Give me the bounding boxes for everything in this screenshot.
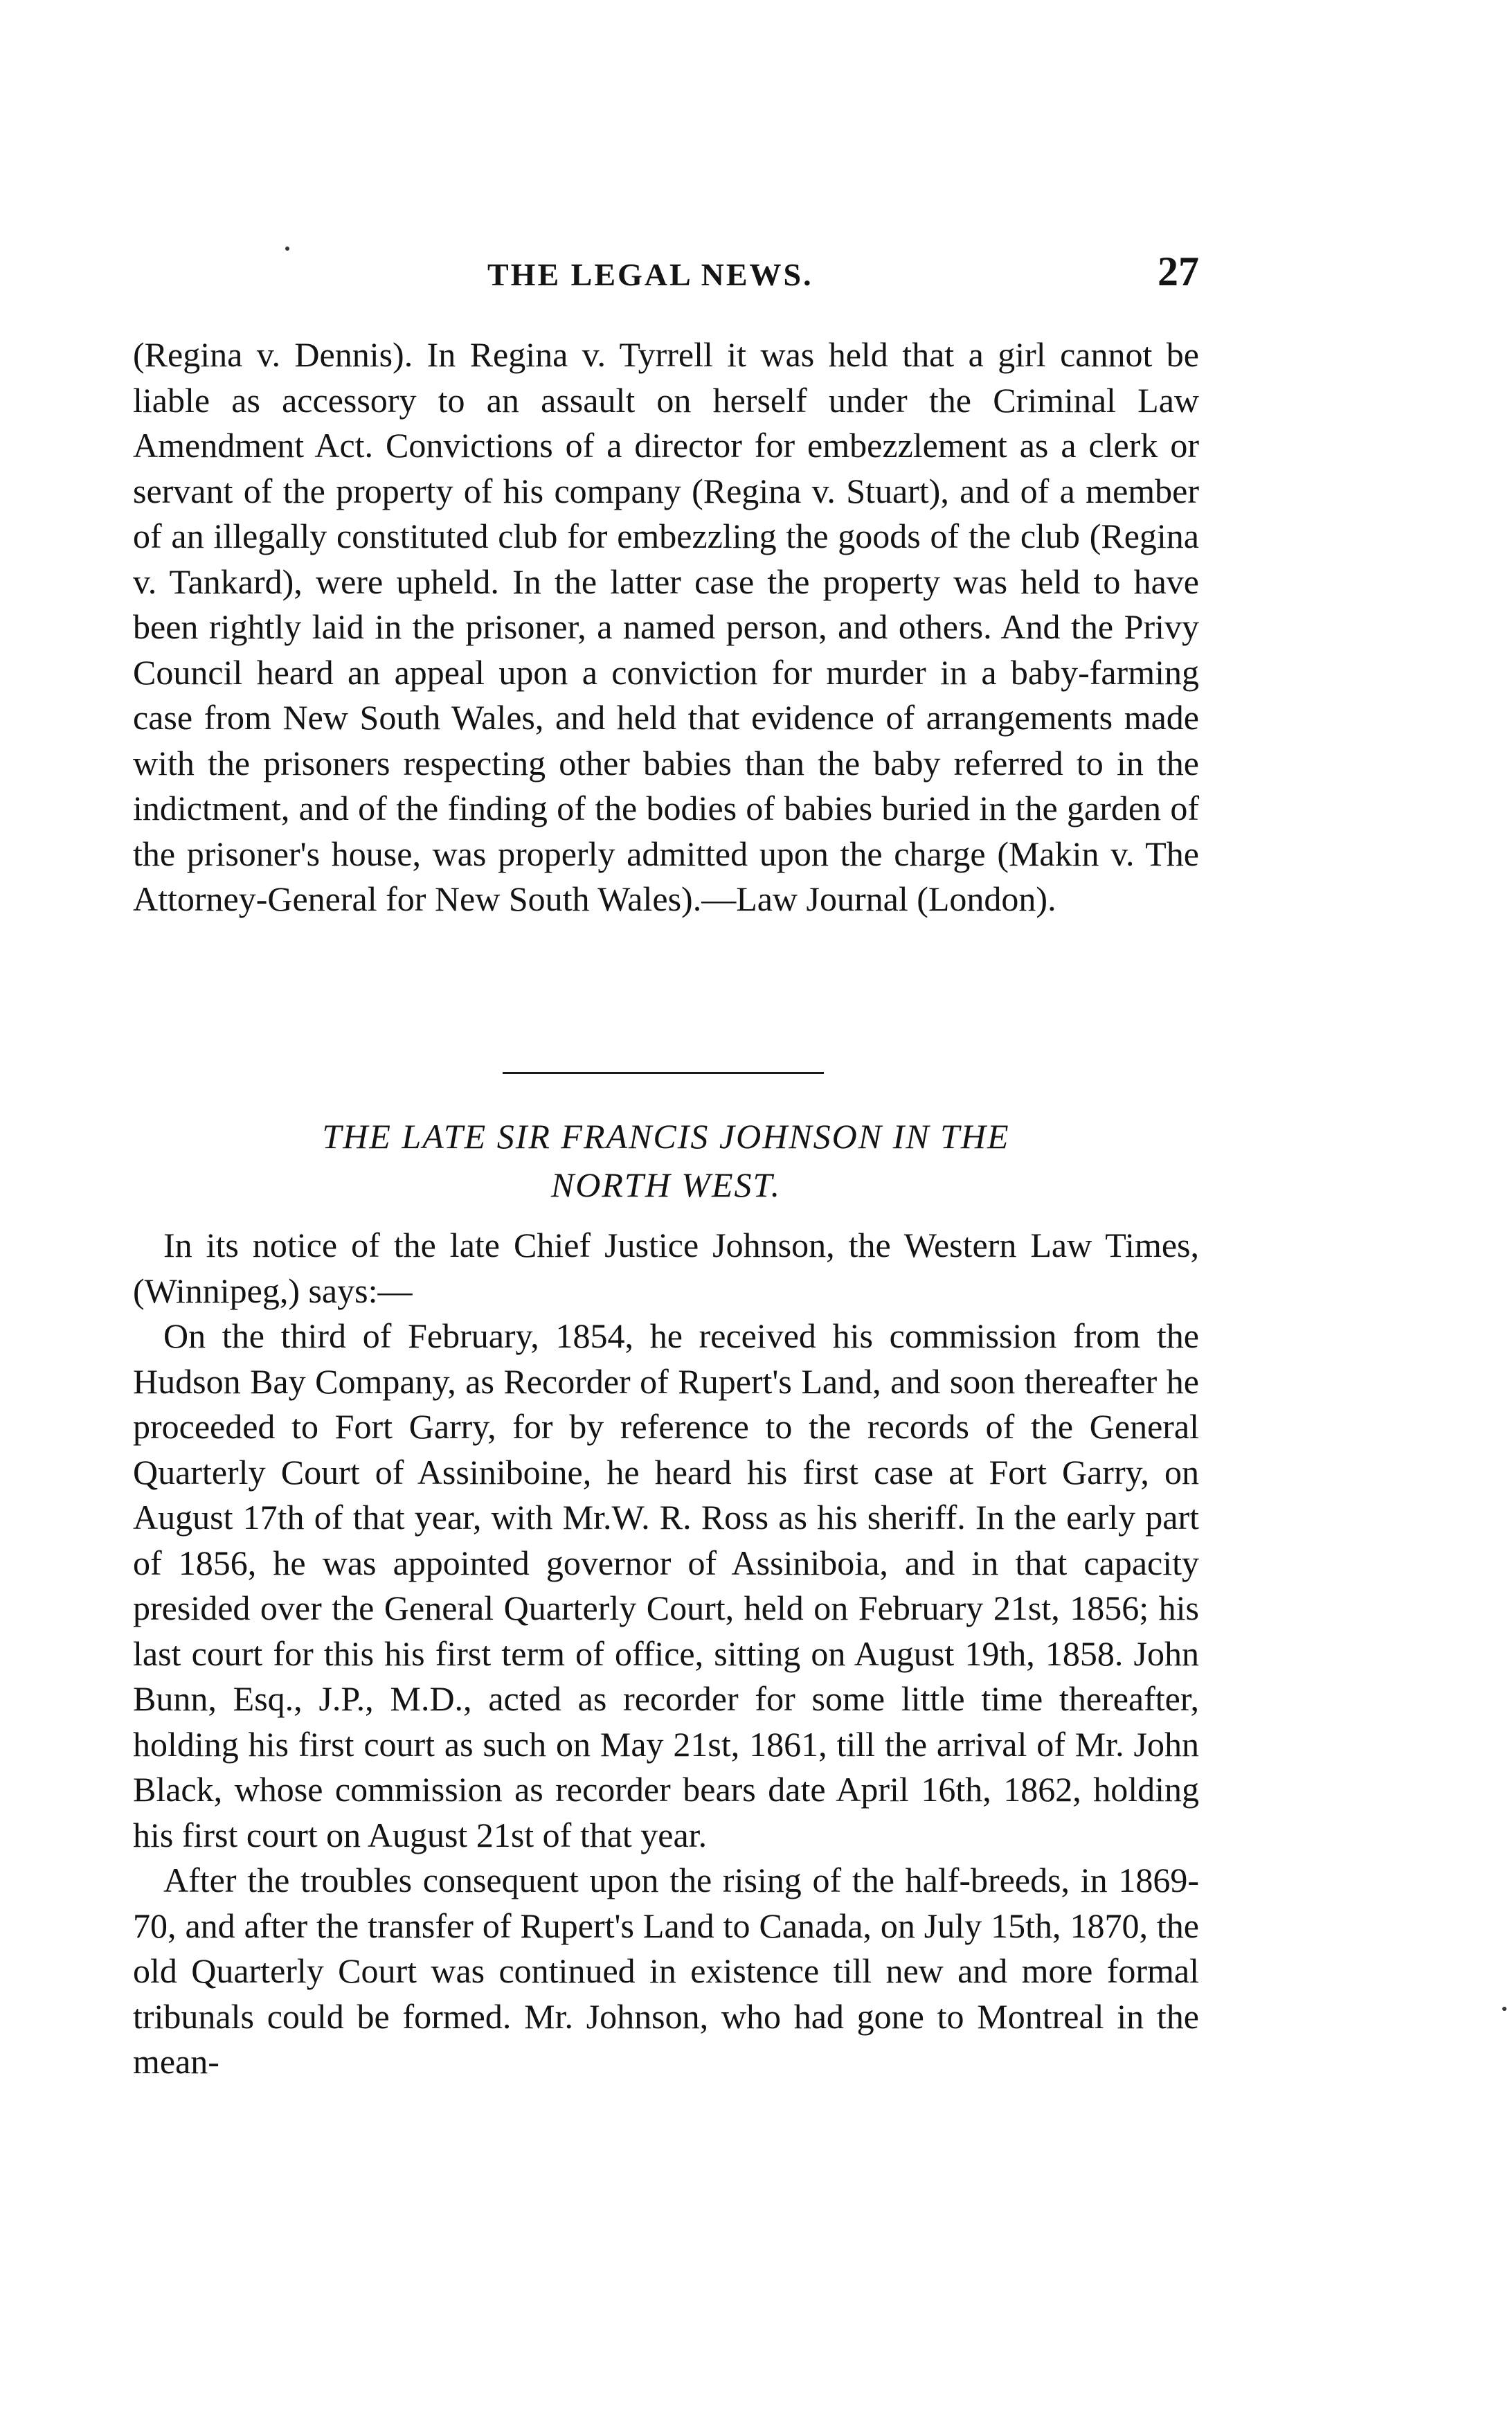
page-header — [133, 248, 1199, 296]
article-body — [133, 1223, 1199, 2085]
article-intro-paragraph: In its notice of the late Chief Justice Johnson, the Western Law Times, (Winnipeg,) says:— — [133, 1226, 1199, 1310]
article-title — [133, 1112, 1199, 1209]
continued-section — [133, 332, 1199, 922]
article-title-line-2: NORTH WEST. — [550, 1165, 782, 1204]
continued-paragraph: (Regina v. Dennis). In Regina v. Tyrrell it was held that a girl cannot be liable as accessory to an assault on herself under the Criminal Law Amendment Act. Convictions of a director for embezzlement as a clerk or servant of the property of his company (Regina v. Stuart), and of a member of an illegally constituted club for embezzling the goods of the club (Regina v. Tankard), were upheld. In the latter case the property was held to have been rightly laid in the prisoner, a named person, and others. And the Privy Council heard an appeal upon a conviction for murder in a baby-farming case from New South Wales, and held that evidence of arrangements made with the prisoners respecting other babies than the baby referred to in the indictment, and of the finding of the bodies of babies buried in the garden of the prisoner's house, was properly admitted upon the charge (Makin v. The Attorney-General for New South Wales).—Law Journal (London). — [133, 335, 1199, 918]
article-paragraph-1: On the third of February, 1854, he received his commission from the Hudson Bay Company, as Recorder of Rupert's Land, and soon thereafter he proceeded to Fort Garry, for by reference to the records of the General Quarterly Court of Assiniboine, he heard his first case at Fort Garry, on August 17th of that year, with Mr.W. R. Ross as his sheriff. In the early part of 1856, he was appointed governor of Assiniboia, and in that capacity presided over the General Quarterly Court, held on February 21st, 1856; his last court for this his first term of office, sitting on August 19th, 1858. John Bunn, Esq., J.P., M.D., acted as recorder for some little time thereafter, holding his first court as such on May 21st, 1861, till the arrival of Mr. John Black, whose commission as recorder bears date April 16th, 1862, holding his first court on August 21st of that year. — [133, 1316, 1199, 1854]
section-divider — [503, 1072, 824, 1074]
print-speck — [1502, 2007, 1506, 2011]
page-number: 27 — [1158, 249, 1199, 294]
article-title-line-1: THE LATE SIR FRANCIS JOHNSON IN THE — [322, 1117, 1010, 1156]
print-speck — [285, 247, 289, 251]
article-paragraph-2: After the troubles consequent upon the rising of the half-breeds, in 1869-70, and after the transfer of Rupert's Land to Canada, on July 15th, 1870, the old Quarterly Court was continued in existence till new and more formal tribunals could be formed. Mr. Johnson, who had gone to Montreal in the mean- — [133, 1861, 1199, 2081]
running-title: THE LEGAL NEWS. — [487, 257, 813, 292]
